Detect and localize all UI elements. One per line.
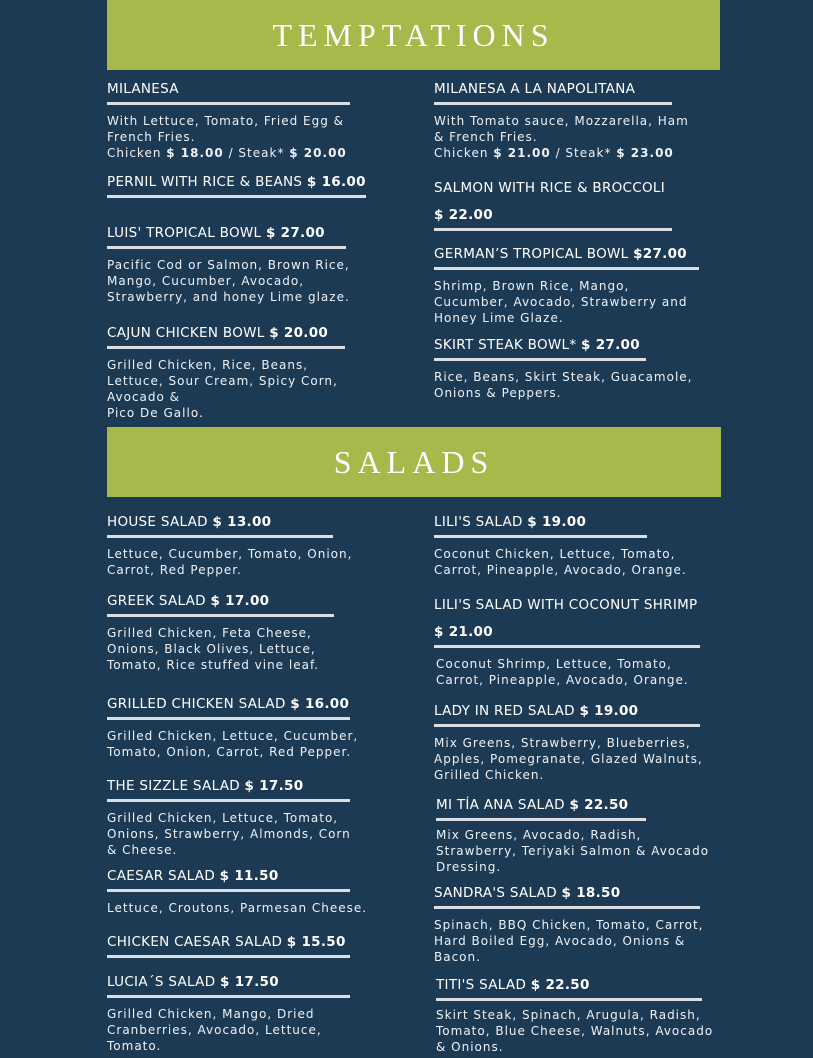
- divider: [107, 955, 350, 958]
- item-name: MILANESA A LA NAPOLITANA: [434, 81, 636, 97]
- item-price: $ 17.00: [210, 593, 270, 609]
- divider: [434, 228, 672, 231]
- item-price: $ 22.00: [434, 207, 493, 223]
- divider: [434, 358, 646, 361]
- item-description: Grilled Chicken, Mango, Dried Cranberries, Avocado, Lettuce, Tomato.: [107, 1007, 322, 1053]
- menu-item-lilis-salad: [434, 513, 687, 578]
- divider: [107, 195, 366, 198]
- item-name: SALMON WITH RICE & BROCCOLI: [434, 180, 666, 196]
- item-price: $ 27.00: [581, 337, 640, 353]
- item-description: With Lettuce, Tomato, Fried Egg & French Fries. Chicken $ 18.00 / Steak* $ 20.00: [107, 113, 350, 161]
- item-description: Shrimp, Brown Rice, Mango, Cucumber, Avocado, Strawberry and Honey Lime Glaze.: [434, 279, 688, 325]
- menu-item-cajun-chicken-bowl: [107, 324, 345, 421]
- item-description: Grilled Chicken, Rice, Beans, Lettuce, Sour Cream, Spicy Corn, Avocado & Pico De Gallo.: [107, 358, 338, 420]
- item-name: THE SIZZLE SALAD $ 17.50: [107, 778, 304, 794]
- item-name: CAJUN CHICKEN BOWL $ 20.00: [107, 325, 329, 341]
- item-name: GERMAN’S TROPICAL BOWL $27.00: [434, 246, 687, 262]
- item-description: Lettuce, Croutons, Parmesan Cheese.: [107, 901, 368, 915]
- item-description: Coconut Shrimp, Lettuce, Tomato, Carrot, Pineapple, Avocado, Orange.: [436, 657, 689, 687]
- item-name: TITI'S SALAD $ 22.50: [436, 977, 590, 993]
- item-name: LUCIA´S SALAD $ 17.50: [107, 974, 279, 990]
- item-name: SANDRA'S SALAD $ 18.50: [434, 885, 621, 901]
- item-description: Pacific Cod or Salmon, Brown Rice, Mango, Cucumber, Avocado, Strawberry, and honey Lime glaze.: [107, 258, 350, 304]
- divider: [107, 995, 350, 998]
- item-description: Grilled Chicken, Lettuce, Tomato, Onions, Strawberry, Almonds, Corn & Cheese.: [107, 811, 351, 857]
- divider: [434, 102, 672, 105]
- menu-item-luis-tropical-bowl: [107, 224, 350, 305]
- divider: [434, 906, 700, 909]
- temptations-banner: [107, 0, 720, 70]
- divider: [436, 998, 702, 1001]
- menu-item-lucias-salad: [107, 973, 350, 1054]
- salads-banner: [107, 427, 721, 497]
- menu-item-greek-salad: [107, 592, 334, 673]
- item-price-line: Chicken $ 21.00 / Steak* $ 23.00: [434, 146, 674, 160]
- item-name: LADY IN RED SALAD $ 19.00: [434, 703, 639, 719]
- item-description: Grilled Chicken, Lettuce, Cucumber, Tomato, Onion, Carrot, Red Pepper.: [107, 729, 359, 759]
- item-price: $ 18.50: [561, 885, 621, 901]
- divider: [434, 267, 699, 270]
- menu-item-lady-in-red-salad: [434, 702, 703, 783]
- item-name: GREEK SALAD $ 17.00: [107, 593, 270, 609]
- divider: [107, 535, 333, 538]
- salads-title: SALADS: [333, 443, 495, 480]
- menu-item-house-salad: [107, 513, 352, 578]
- menu-item-milanesa-napolitana: [434, 80, 689, 161]
- item-name: SKIRT STEAK BOWL* $ 27.00: [434, 337, 640, 353]
- temptations-title: TEMPTATIONS: [272, 16, 555, 53]
- item-description: Mix Greens, Strawberry, Blueberries, Apples, Pomegranate, Glazed Walnuts, Grilled Chicken.: [434, 736, 703, 782]
- item-description: Skirt Steak, Spinach, Arugula, Radish, Tomato, Blue Cheese, Walnuts, Avocado & Onions.: [436, 1008, 714, 1054]
- item-name: GRILLED CHICKEN SALAD $ 16.00: [107, 696, 350, 712]
- menu-item-chicken-caesar-salad: [107, 933, 350, 958]
- divider: [436, 818, 646, 821]
- divider: [434, 645, 700, 648]
- item-name: MI TÍA ANA SALAD $ 22.50: [436, 797, 629, 813]
- item-name: LILI'S SALAD WITH COCONUT SHRIMP: [434, 597, 698, 613]
- menu-item-salmon: [434, 179, 672, 231]
- divider: [107, 889, 350, 892]
- item-description: Mix Greens, Avocado, Radish, Strawberry, Teriyaki Salmon & Avocado Dressing.: [436, 828, 710, 874]
- item-price: $ 19.00: [579, 703, 639, 719]
- item-description: Spinach, BBQ Chicken, Tomato, Carrot, Hard Boiled Egg, Avocado, Onions & Bacon.: [434, 918, 704, 964]
- item-price: $ 17.50: [244, 778, 304, 794]
- menu-item-sizzle-salad: [107, 777, 351, 858]
- item-name: CHICKEN CAESAR SALAD $ 15.50: [107, 934, 346, 950]
- item-name: MILANESA: [107, 81, 179, 97]
- menu-item-grilled-chicken-salad: [107, 695, 358, 760]
- item-price: $ 15.50: [286, 934, 346, 950]
- menu-item-milanesa: [107, 80, 350, 161]
- item-price: $ 19.00: [527, 514, 587, 530]
- divider: [107, 102, 350, 105]
- item-name: HOUSE SALAD $ 13.00: [107, 514, 272, 530]
- divider: [107, 717, 350, 720]
- item-description: Coconut Chicken, Lettuce, Tomato, Carrot, Pineapple, Avocado, Orange.: [434, 547, 687, 577]
- item-price-line: Chicken $ 18.00 / Steak* $ 20.00: [107, 146, 347, 160]
- divider: [107, 614, 334, 617]
- item-price: $ 27.00: [265, 225, 325, 241]
- item-name: PERNIL WITH RICE & BEANS $ 16.00: [107, 174, 366, 190]
- divider: [434, 535, 647, 538]
- divider: [434, 724, 700, 727]
- item-price: $ 22.50: [569, 797, 629, 813]
- menu-item-skirt-steak-bowl: [434, 336, 693, 401]
- item-price: $ 16.00: [290, 696, 350, 712]
- item-name: LUIS' TROPICAL BOWL $ 27.00: [107, 225, 325, 241]
- menu-item-mi-tia-ana-salad: [436, 796, 709, 875]
- item-price: $ 11.50: [219, 868, 279, 884]
- item-name: CAESAR SALAD $ 11.50: [107, 868, 279, 884]
- item-price: $ 20.00: [269, 325, 329, 341]
- menu-item-sandras-salad: [434, 884, 703, 965]
- item-price: $ 17.50: [220, 974, 279, 990]
- item-price: $ 16.00: [306, 174, 366, 190]
- menu-item-pernil: [107, 173, 366, 198]
- item-price: $ 21.00: [434, 624, 493, 640]
- divider: [107, 799, 350, 802]
- item-name: LILI'S SALAD $ 19.00: [434, 514, 587, 530]
- item-description: Lettuce, Cucumber, Tomato, Onion, Carrot, Red Pepper.: [107, 547, 353, 577]
- menu-item-titis-salad: [436, 976, 713, 1055]
- divider: [107, 346, 345, 349]
- item-description: Rice, Beans, Skirt Steak, Guacamole, Onions & Peppers.: [434, 370, 693, 400]
- menu-item-caesar-salad: [107, 867, 367, 916]
- item-description: With Tomato sauce, Mozzarella, Ham & French Fries. Chicken $ 21.00 / Steak* $ 23.00: [434, 114, 689, 160]
- item-description: Grilled Chicken, Feta Cheese, Onions, Black Olives, Lettuce, Tomato, Rice stuffed vine leaf.: [107, 626, 320, 672]
- menu-item-lilis-salad-coconut-shrimp: [434, 596, 700, 688]
- divider: [107, 246, 346, 249]
- item-price: $ 22.50: [530, 977, 590, 993]
- menu-item-german-tropical-bowl: [434, 245, 699, 326]
- item-price: $27.00: [633, 246, 687, 262]
- item-price: $ 13.00: [212, 514, 272, 530]
